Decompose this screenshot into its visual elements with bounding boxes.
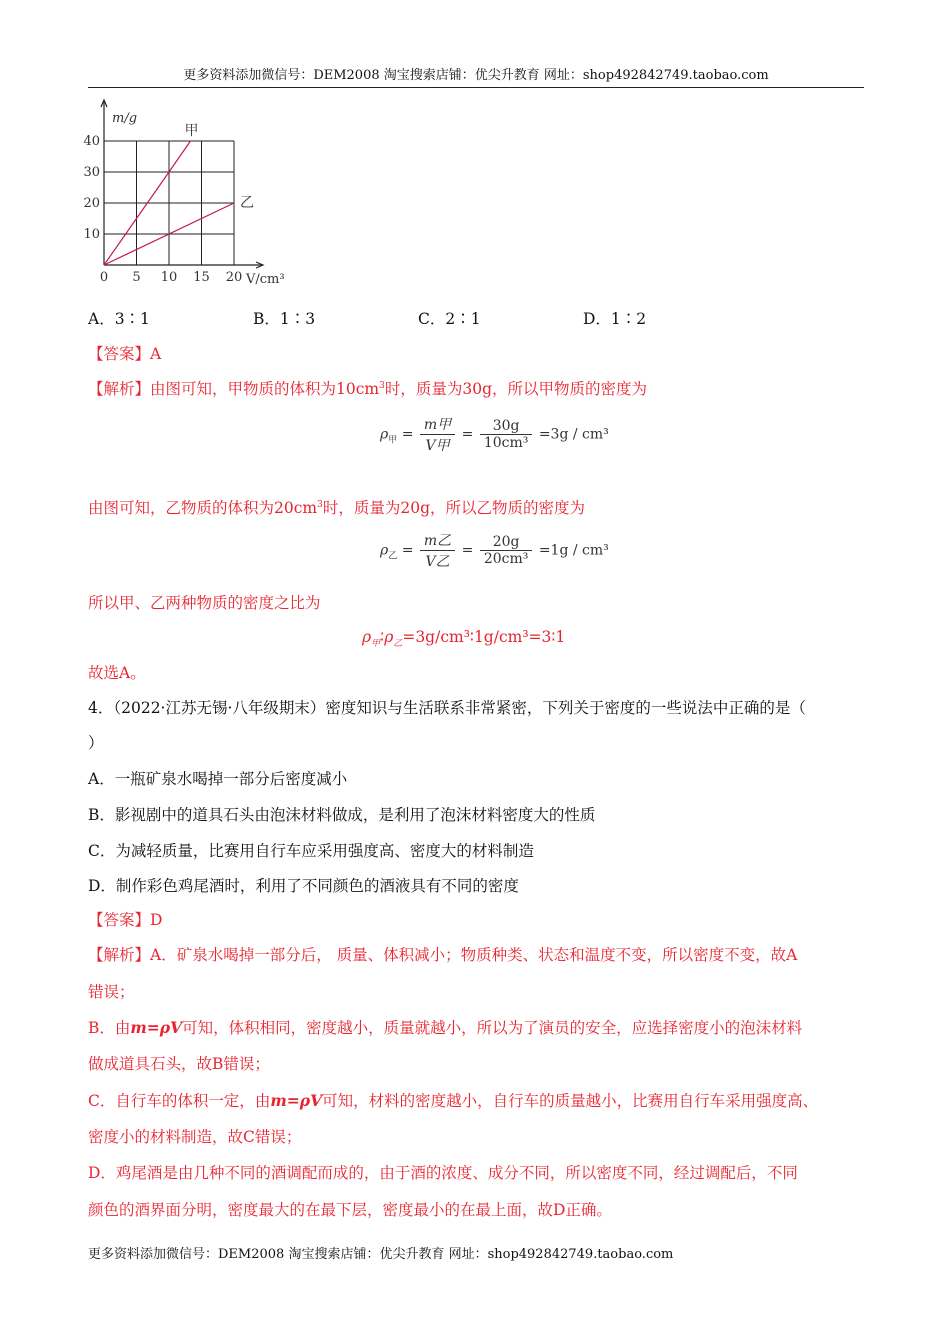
y-tick-label: 20 <box>83 196 100 211</box>
x-axis-label: V/cm³ <box>246 272 285 287</box>
q3-analysis-tag: 【解析】 <box>88 380 151 398</box>
series-label-1: 甲 <box>184 123 199 139</box>
q4-analysis-tag: 【解析】 <box>88 946 151 964</box>
q4-option-a: A．一瓶矿泉水喝掉一部分后密度减小 <box>88 770 348 788</box>
q4-answer <box>88 909 162 931</box>
x-tick-label: 15 <box>193 270 210 285</box>
q4-option-c: C．为减轻质量，比赛用自行车应采用强度高、密度大的材料制造 <box>88 842 534 860</box>
q4-option-d: D．制作彩色鸡尾酒时，利用了不同颜色的酒液具有不同的密度 <box>88 877 519 895</box>
f2-den: V乙 <box>425 554 450 570</box>
q4-analysis-a2: 错误； <box>88 983 135 1001</box>
q3-formula-2: $\rho_乙$ = $\frac{\text{m乙}}{\text{V乙}}$ = $\frac{20g}{\text{20cm³}}$ =1g / cm³ <box>380 530 609 571</box>
x-tick-label: 10 <box>160 270 178 285</box>
q4-stem-end: ） <box>88 734 104 752</box>
header-divider <box>88 87 864 88</box>
q4-stem: 4．（2022·江苏无锡·八年级期末）密度知识与生活联系非常紧密，下列关于密度的一些说法中正确的是（ <box>88 699 806 717</box>
q3-option-a: A．3∶1 <box>88 310 150 328</box>
x-tick-label: 0 <box>99 270 109 285</box>
f1-result: =3g / cm³ <box>538 426 609 443</box>
f1-num: m甲 <box>420 414 455 435</box>
page-footer: 更多资料添加微信号：DEM2008 淘宝搜索店铺：优尖升教育 网址：shop492842749.taobao.com <box>88 1247 674 1262</box>
q3-option-b: B．1∶3 <box>253 310 316 328</box>
f2-result: =1g / cm³ <box>538 542 609 559</box>
q3-ratio-intro: 所以甲、乙两种物质的密度之比为 <box>88 594 321 612</box>
q3-analysis-2b: 时，质量为20g，所以乙物质的密度为 <box>322 499 585 517</box>
q4-analysis-b2: 做成道具石头，故B错误； <box>88 1055 270 1073</box>
y-tick-label: 40 <box>83 134 100 149</box>
y-axis-label: m/g <box>112 111 138 126</box>
q3-analysis-1a: 由图可知，甲物质的体积为10cm <box>150 380 380 398</box>
mass-volume-chart <box>82 98 302 293</box>
f2-num: m乙 <box>420 530 455 551</box>
q4-option-b: B．影视剧中的道具石头由泡沫材料做成，是利用了泡沫材料密度大的性质 <box>88 806 596 824</box>
q4-analysis-d1: D．鸡尾酒是由几种不同的酒调配而成的，由于酒的浓度、成分不同，所以密度不同，经过调配后，不同 <box>88 1164 798 1182</box>
f2-num2: 20g <box>480 534 533 551</box>
q4-analysis-b1: B．由m=ρV可知，体积相同，密度越小，质量就越小，所以为了演员的安全，应选择密度小的泡沫材料 <box>88 1018 803 1037</box>
q3-analysis-1: 【解析】由图可知，甲物质的体积为$10cm^3$时，质量为30g，所以甲物质的密度为 <box>88 380 648 398</box>
q4-answer-value: D <box>150 911 163 929</box>
q3-option-c: C．2∶1 <box>418 310 481 328</box>
f2-sub: 乙 <box>388 551 398 562</box>
q3-options <box>88 308 748 330</box>
q4-analysis-c1: C．自行车的体积一定，由m=ρV可知，材料的密度越小，自行车的质量越小，比赛用自行车采用强度高、 <box>88 1091 819 1110</box>
x-tick-label: 20 <box>225 270 243 285</box>
q3-formula-1: $\rho_甲$ = $\frac{\text{m甲}}{\text{V甲}}$ = $\frac{30g}{\text{10cm³}}$ =3g / cm³ <box>380 414 609 455</box>
f1-den2: 10cm³ <box>483 435 529 451</box>
q3-analysis-2: 由图可知，乙物质的体积为$20cm^3$时，质量为20g，所以乙物质的密度为 <box>88 499 585 517</box>
q3-answer-tag: 【答案】 <box>88 345 151 363</box>
q3-conclusion: 故选A。 <box>88 664 146 682</box>
q3-answer-value: A <box>150 345 162 363</box>
q3-analysis-1b: 时，质量为30g，所以甲物质的密度为 <box>384 380 648 398</box>
q4-c-formula: m=ρV <box>270 1091 323 1110</box>
q4-analysis-a1: 【解析】A．矿泉水喝掉一部分后， 质量、体积减小；物质种类、状态和温度不变，所以密度不变，故A <box>88 946 798 964</box>
f1-lhs: ρ <box>380 426 389 443</box>
q4-answer-tag: 【答案】 <box>88 911 151 929</box>
x-tick-label: 5 <box>132 270 141 285</box>
q4-analysis-d2: 颜色的酒界面分明，密度最大的在最下层，密度最小的在最上面，故D正确。 <box>88 1201 612 1219</box>
page-header: 更多资料添加微信号：DEM2008 淘宝搜索店铺：优尖升教育 网址：shop492842749.taobao.com <box>183 68 769 83</box>
y-tick-label: 30 <box>83 165 100 180</box>
q3-ratio: $\rho_甲∶\rho_乙=3g/cm^3∶1g/cm^3=3∶1$ <box>362 628 566 650</box>
f1-num2: 30g <box>480 418 533 435</box>
f1-den: V甲 <box>425 438 450 454</box>
q3-analysis-2a: 由图可知，乙物质的体积为20cm <box>88 499 318 517</box>
chart-grid <box>104 141 234 265</box>
y-tick-label: 10 <box>83 227 100 242</box>
q3-option-d: D．1∶2 <box>583 310 647 328</box>
f2-den2: 20cm³ <box>483 551 529 567</box>
q3-answer <box>88 343 161 365</box>
q4-analysis-c2: 密度小的材料制造，故C错误； <box>88 1128 302 1146</box>
q4-b-formula: m=ρV <box>130 1018 183 1037</box>
q3-ratio-text: =3g/cm³∶1g/cm³=3∶1 <box>402 628 566 646</box>
series-label-2: 乙 <box>240 195 254 211</box>
f1-sub: 甲 <box>388 435 398 446</box>
